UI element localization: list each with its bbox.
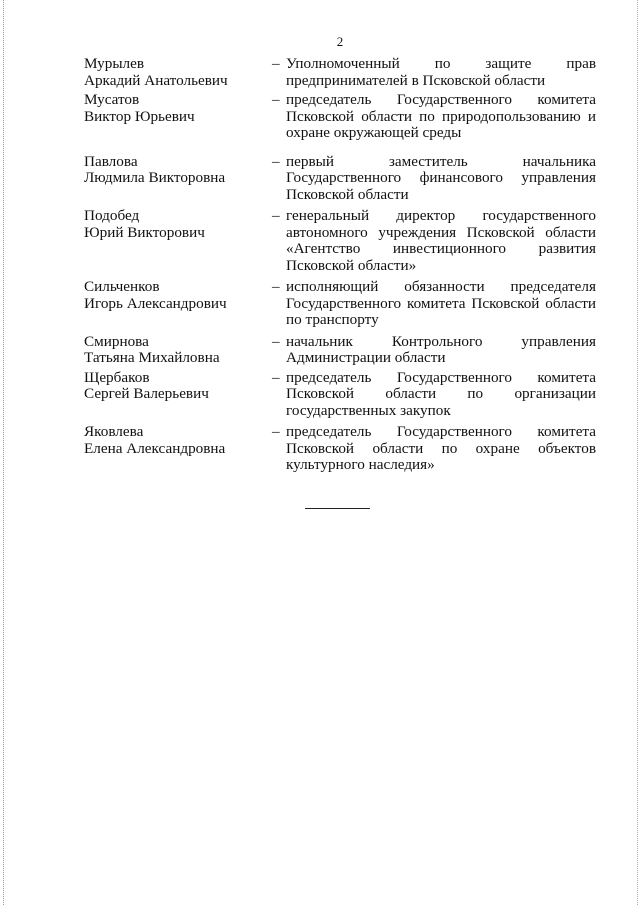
member-given-names: Людмила Викторовна — [84, 169, 226, 186]
member-surname: Мусатов — [84, 91, 140, 108]
dash-separator: – — [272, 152, 280, 170]
page-number: 2 — [336, 34, 344, 49]
member-list — [84, 56, 596, 474]
member-entry — [84, 279, 596, 329]
member-surname: Подобед — [84, 207, 140, 224]
member-name — [84, 56, 272, 89]
member-entry — [84, 208, 596, 274]
member-given-names: Елена Александровна — [84, 439, 226, 457]
member-surname: Павлова — [84, 152, 138, 170]
member-surname: Щербаков — [84, 368, 150, 386]
member-given-names: Игорь Александрович — [84, 294, 227, 312]
member-name — [84, 208, 272, 274]
dash-separator: – — [272, 55, 280, 72]
member-surname: Сильченков — [84, 278, 160, 295]
scan-edge-right — [637, 0, 638, 905]
member-position: председатель Государственного комитета Псковской области по охране объектов культурного наследия» — [286, 423, 596, 473]
member-surname: Смирнова — [84, 332, 149, 350]
dash-separator: – — [272, 368, 280, 386]
dash-separator: – — [272, 207, 280, 224]
member-name — [84, 424, 272, 474]
member-given-names: Виктор Юрьевич — [84, 107, 195, 125]
member-given-names: Татьяна Михайловна — [84, 349, 220, 366]
member-name — [84, 334, 272, 367]
member-entry — [84, 370, 596, 420]
dash-separator: – — [272, 332, 280, 350]
member-name — [84, 92, 272, 142]
member-surname: Яковлева — [84, 423, 144, 440]
dash-separator: – — [272, 423, 280, 440]
member-entry — [84, 154, 596, 204]
dash-separator: – — [272, 91, 280, 108]
member-entry — [84, 424, 596, 474]
member-position: председатель Государственного комитета Псковской области по природопользованию и охране окружающей среды — [286, 91, 596, 141]
member-position: начальник Контрольного управления Администрации области — [286, 332, 596, 366]
member-entry — [84, 56, 596, 89]
member-given-names: Юрий Викторович — [84, 223, 205, 241]
dash-separator: – — [272, 278, 280, 295]
closing-rule — [305, 508, 370, 509]
member-name — [84, 154, 272, 204]
member-position: первый заместитель начальника Государственного финансового управления Псковской области — [286, 152, 596, 203]
member-position: исполняющий обязанности председателя Государственного комитета Псковской области по транспорту — [286, 278, 596, 328]
scan-edge-left — [3, 0, 4, 905]
member-surname: Мурылев — [84, 55, 145, 72]
member-position: генеральный директор государственного автономного учреждения Псковской области «Агентство инвестиционного развития Псковской области» — [286, 207, 596, 274]
member-entry — [84, 92, 596, 142]
member-given-names: Аркадий Анатольевич — [84, 71, 228, 89]
member-given-names: Сергей Валерьевич — [84, 385, 209, 402]
member-position: председатель Государственного комитета Псковской области по организации государственных закупок — [286, 368, 596, 419]
member-name — [84, 370, 272, 420]
member-name — [84, 279, 272, 329]
member-entry — [84, 334, 596, 367]
member-position: Уполномоченный по защите прав предпринимателей в Псковской области — [286, 55, 596, 89]
